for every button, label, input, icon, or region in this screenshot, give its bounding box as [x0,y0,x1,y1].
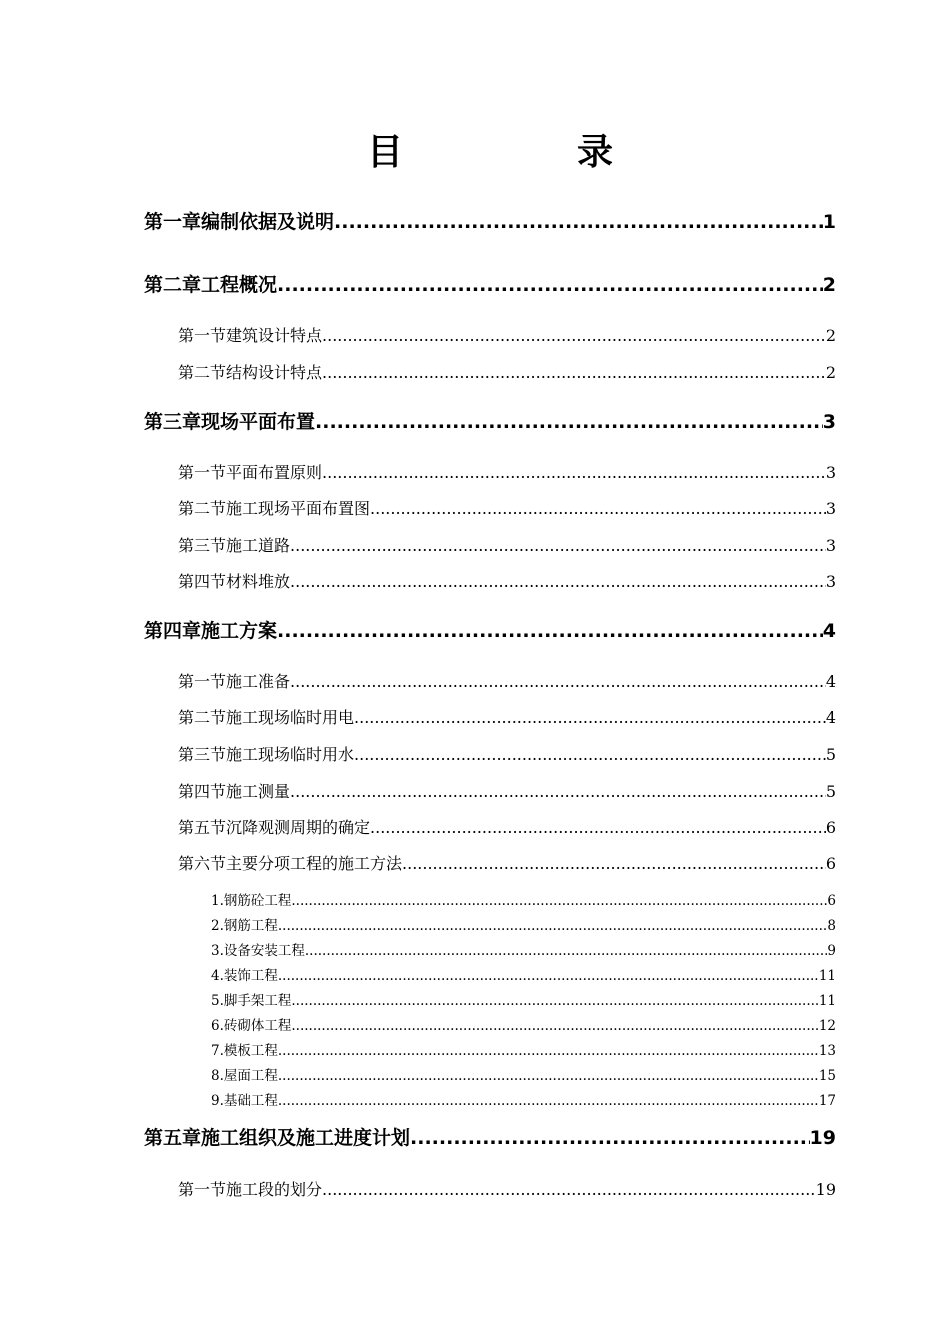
toc-item[interactable] [211,916,836,936]
item-title: 设备安装工程 [223,943,305,959]
page-number: 4 [825,672,836,691]
item-number: 3. [211,943,224,959]
chapter-title: 工程概况 [201,274,278,296]
leader-dots [290,570,826,594]
leader-dots [322,1178,816,1202]
chapter-number: 第二章 [144,274,202,296]
item-title: 模板工程 [223,1043,278,1059]
toc-section[interactable] [178,1178,836,1202]
section-number: 第五节 [178,818,227,837]
leader-dots [291,991,818,1011]
leader-dots [278,1066,819,1086]
toc-chapter-3[interactable] [144,408,836,436]
leader-dots [290,534,826,558]
section-title: 施工段的划分 [226,1180,323,1199]
page-number: 9 [827,943,836,959]
section-title: 结构设计特点 [226,363,323,382]
page-number: 2 [825,326,836,345]
leader-dots [370,497,826,521]
section-title: 材料堆放 [226,572,291,591]
toc-section[interactable] [178,816,836,840]
item-title: 钢筋工程 [223,918,278,934]
page-number: 11 [818,993,836,1009]
leader-dots [277,617,823,645]
chapter-number: 第三章 [144,411,202,433]
page-number: 6 [827,893,836,909]
toc-item[interactable] [211,1091,836,1111]
page-number: 6 [825,854,836,873]
section-title: 施工测量 [226,782,291,801]
page-number: 4 [825,708,836,727]
section-number: 第一节 [178,672,227,691]
leader-dots [290,780,826,804]
leader-dots [322,461,826,485]
leader-dots [278,966,819,986]
toc-item[interactable] [211,991,836,1011]
leader-dots [277,271,823,299]
leader-dots [278,1041,819,1061]
page-number: 11 [818,968,836,984]
toc-section[interactable] [178,570,836,594]
chapter-title: 施工组织及施工进度计划 [201,1127,411,1149]
section-number: 第六节 [178,854,227,873]
page-number: 2 [825,363,836,382]
page-number: 12 [818,1018,836,1034]
section-title: 施工准备 [226,672,291,691]
title-char-1: 目 [367,132,404,173]
toc-section[interactable] [178,534,836,558]
toc-section[interactable] [178,670,836,694]
chapter-number: 第四章 [144,620,202,642]
leader-dots [354,706,826,730]
page-number: 15 [818,1068,836,1084]
page-number: 5 [825,782,836,801]
section-title: 施工现场临时用水 [226,745,355,764]
section-number: 第二节 [178,363,227,382]
page-title [0,128,950,178]
section-number: 第四节 [178,782,227,801]
toc-item[interactable] [211,1016,836,1036]
page-number: 17 [818,1093,836,1109]
item-number: 4. [211,968,224,984]
page-number: 3 [825,572,836,591]
leader-dots [370,816,826,840]
toc-item[interactable] [211,891,836,911]
page-number: 4 [822,620,836,642]
page-number: 2 [822,274,836,296]
item-title: 脚手架工程 [223,993,292,1009]
page-number: 13 [818,1043,836,1059]
item-title: 屋面工程 [223,1068,278,1084]
page-number: 5 [825,745,836,764]
toc-section[interactable] [178,461,836,485]
page-number: 19 [809,1127,836,1149]
page-number: 3 [825,499,836,518]
leader-dots [410,1124,810,1152]
toc-chapter-5[interactable] [144,1124,836,1152]
section-number: 第一节 [178,463,227,482]
section-number: 第一节 [178,326,227,345]
page-number: 8 [827,918,836,934]
item-title: 砖砌体工程 [223,1018,292,1034]
section-number: 第三节 [178,536,227,555]
chapter-title: 现场平面布置 [201,411,316,433]
section-number: 第三节 [178,745,227,764]
page-number: 3 [825,536,836,555]
page-number: 3 [825,463,836,482]
leader-dots [315,408,823,436]
leader-dots [278,1091,819,1111]
leader-dots [334,208,823,236]
item-title: 装饰工程 [223,968,278,984]
chapter-title: 编制依据及说明 [201,211,335,233]
page-number: 3 [822,411,836,433]
section-title: 建筑设计特点 [226,326,323,345]
page-number: 1 [822,211,836,233]
toc-section[interactable] [178,706,836,730]
toc-section[interactable] [178,324,836,348]
item-number: 1. [211,893,224,909]
leader-dots [305,941,828,961]
item-number: 2. [211,918,224,934]
toc-section[interactable] [178,780,836,804]
toc-item[interactable] [211,1066,836,1086]
section-number: 第二节 [178,499,227,518]
section-title: 施工道路 [226,536,291,555]
toc-section[interactable] [178,361,836,385]
toc-item[interactable] [211,966,836,986]
leader-dots [402,852,826,876]
section-number: 第四节 [178,572,227,591]
section-title: 沉降观测周期的确定 [226,818,371,837]
item-number: 9. [211,1093,224,1109]
item-number: 5. [211,993,224,1009]
toc-section[interactable] [178,497,836,521]
leader-dots [290,670,826,694]
section-title: 施工现场临时用电 [226,708,355,727]
section-number: 第一节 [178,1180,227,1199]
leader-dots [322,361,826,385]
leader-dots [291,1016,818,1036]
leader-dots [354,743,826,767]
item-number: 7. [211,1043,224,1059]
toc-chapter-1[interactable] [144,208,836,236]
section-title: 平面布置原则 [226,463,323,482]
toc-section[interactable] [178,743,836,767]
toc-chapter-2[interactable] [144,271,836,299]
page-number: 19 [815,1180,836,1199]
item-number: 6. [211,1018,224,1034]
section-number: 第二节 [178,708,227,727]
page-number: 6 [825,818,836,837]
section-title: 施工现场平面布置图 [226,499,371,518]
item-title: 基础工程 [223,1093,278,1109]
title-char-2: 录 [577,132,614,173]
toc-chapter-4[interactable] [144,617,836,645]
item-title: 钢筋砼工程 [223,893,292,909]
chapter-number: 第五章 [144,1127,202,1149]
toc-section[interactable] [178,852,836,876]
toc-item[interactable] [211,1041,836,1061]
toc-item[interactable] [211,941,836,961]
chapter-title: 施工方案 [201,620,278,642]
section-title: 主要分项工程的施工方法 [226,854,403,873]
leader-dots [291,891,827,911]
item-number: 8. [211,1068,224,1084]
leader-dots [322,324,826,348]
leader-dots [278,916,828,936]
chapter-number: 第一章 [144,211,202,233]
